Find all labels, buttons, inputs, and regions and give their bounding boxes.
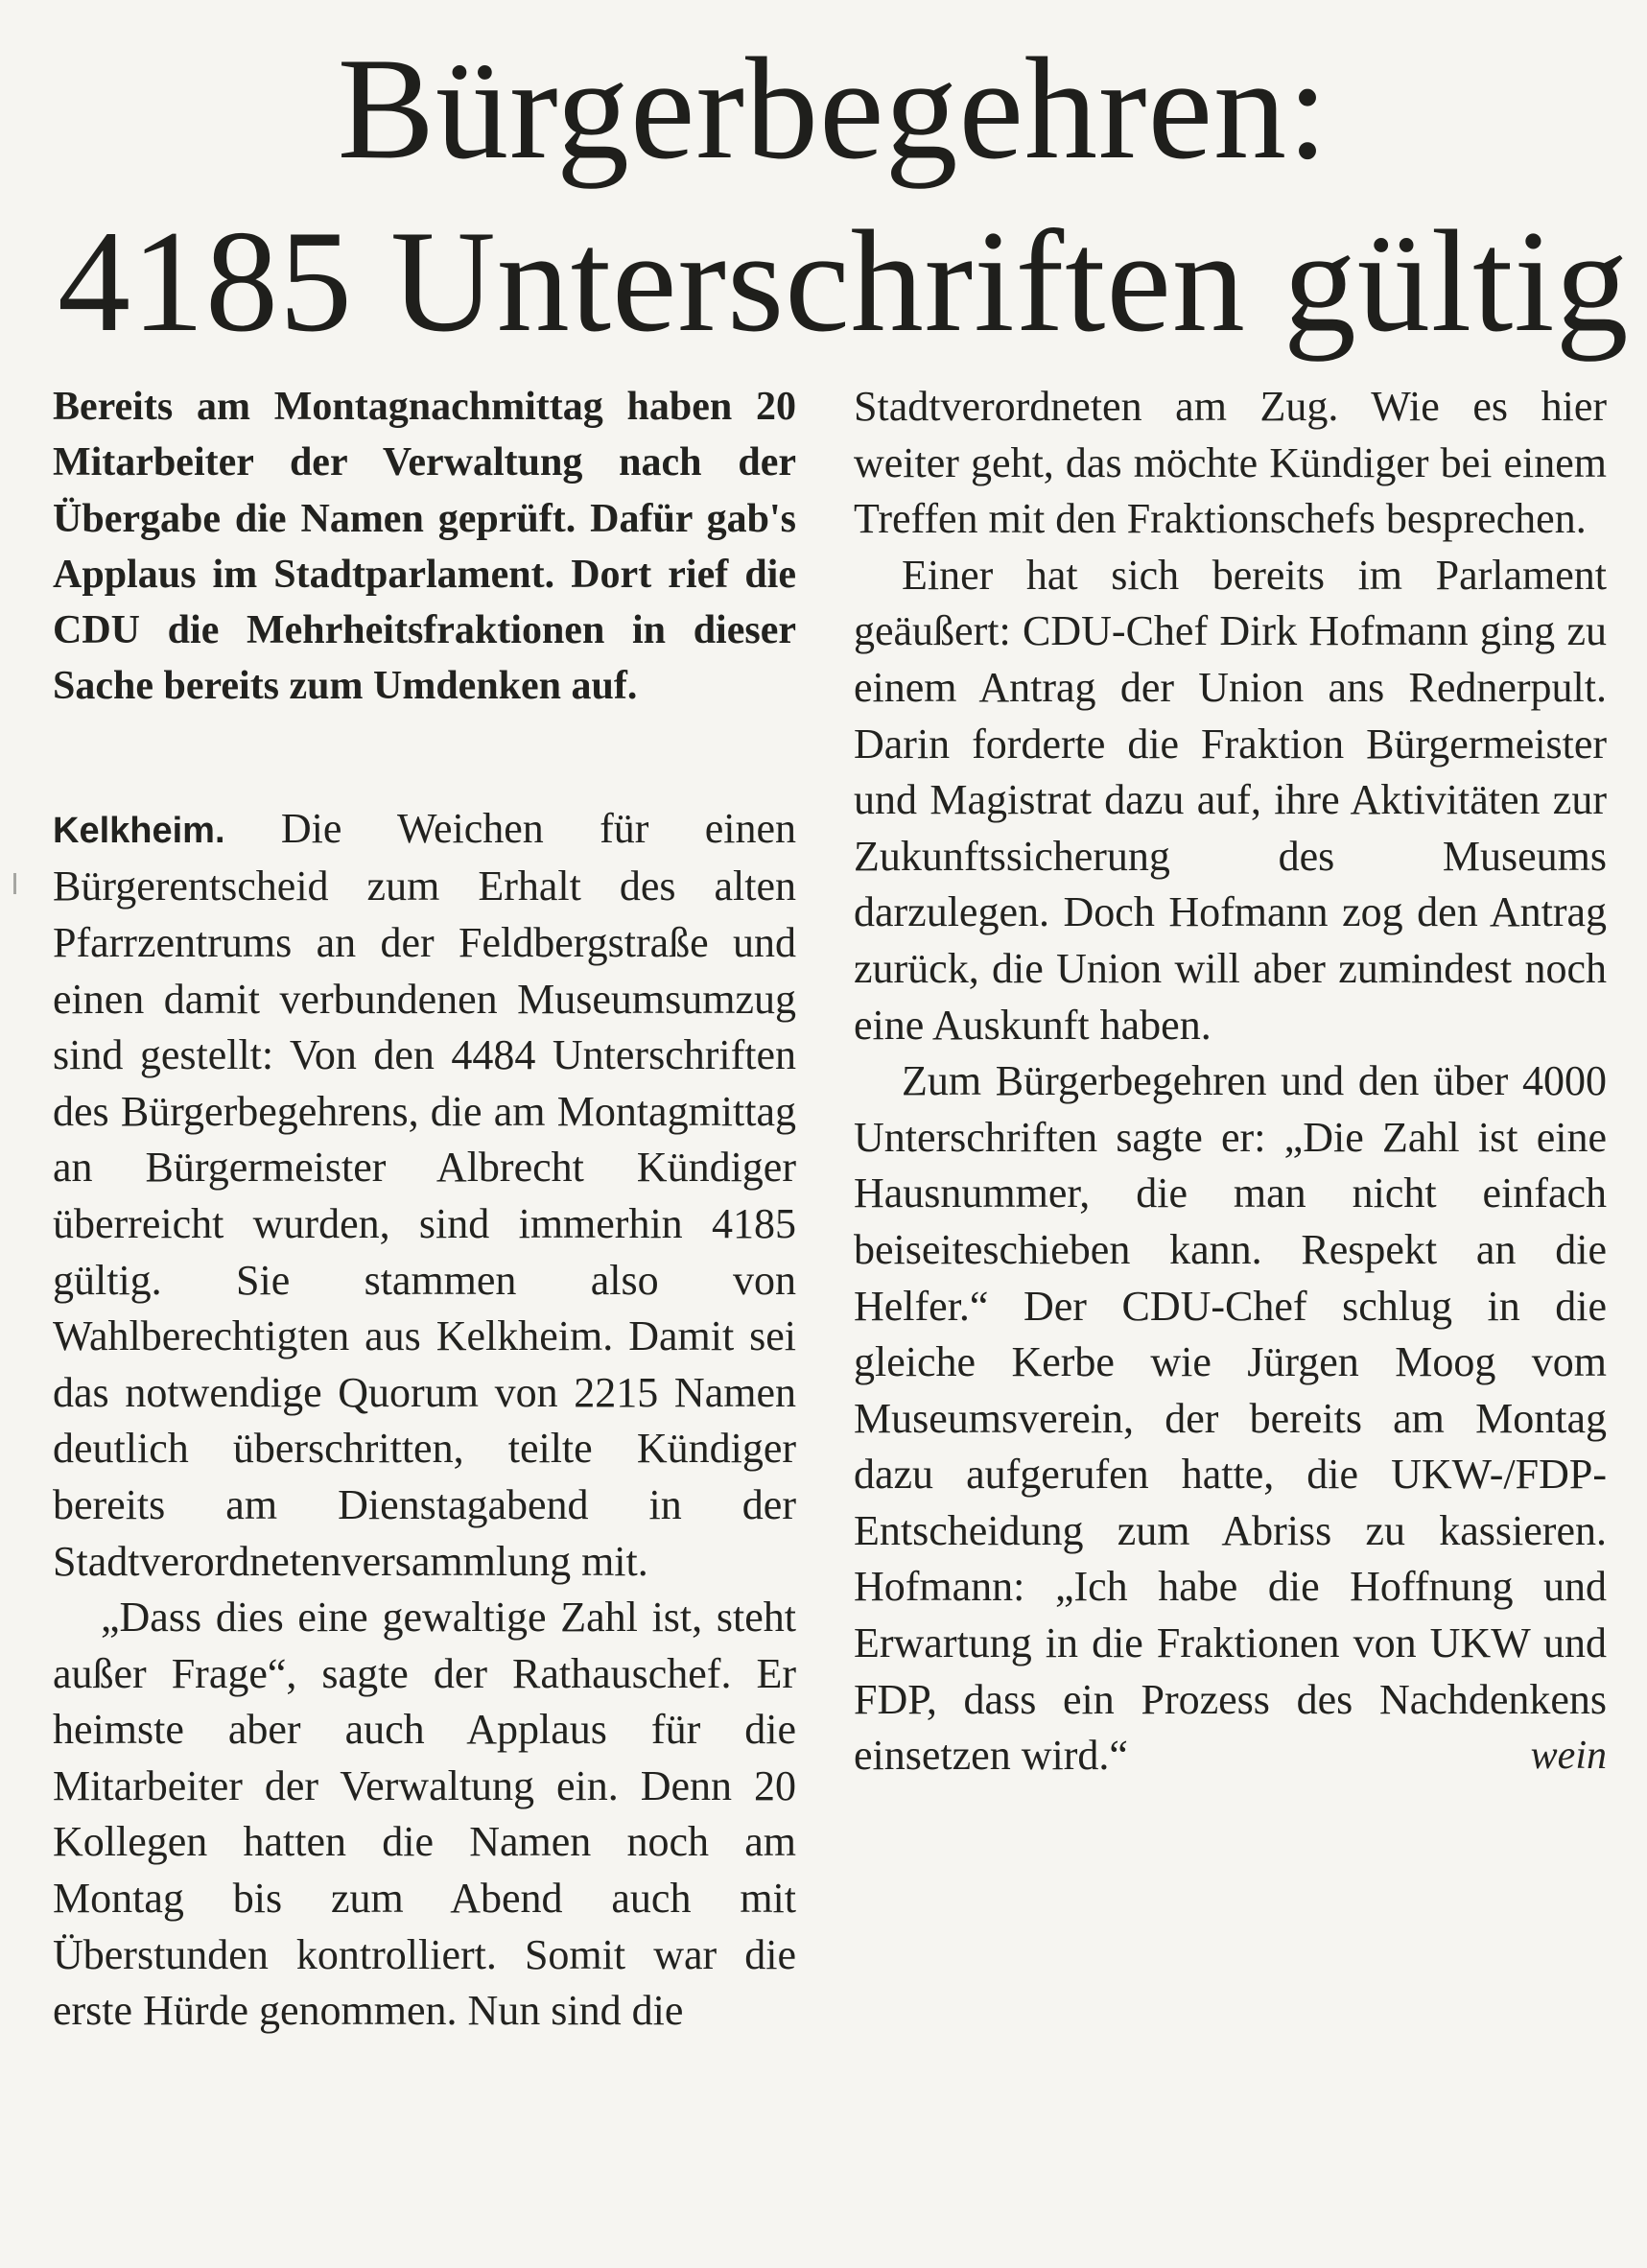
scan-speck: [13, 873, 16, 894]
headline-line-2: 4185 Unterschriften gültig: [58, 201, 1630, 362]
paragraph-4-text: Zum Bürgerbegehren und den über 4000 Unterschriften sagte er: „Die Zahl ist eine Hausnummer, die man nicht einfach beiseiteschieben kann. Respekt an die Helfer.“ Der CDU-Chef schlug in die gleiche Kerbe wie Jürgen Moog vom Museumsverein, der bereits am Montag dazu aufgerufen hatte, die UKW-/FDP-Entscheidung zum Abriss zu kassieren. Hofmann: „Ich habe die Hoffnung und Erwartung in die Fraktionen von UKW und FDP, dass ein Prozess des Nachdenkens einsetzen wird.“: [854, 1057, 1607, 1780]
dateline: Kelkheim.: [53, 810, 225, 851]
right-column: [854, 379, 1607, 1784]
headline-line-1: Bürgerbegehren:: [337, 28, 1329, 189]
body-paragraph-2: „Dass dies eine gewaltige Zahl ist, steht außer Frage“, sagte der Rathauschef. Er heimste aber auch Applaus für die Mitarbeiter der Verwaltung ein. Denn 20 Kollegen hatten die Namen noch am Montag bis zum Abend auch mit Überstunden kontrolliert. Somit war die erste Hürde genommen. Nun sind die: [53, 1594, 796, 2035]
body-paragraph-3: Einer hat sich bereits im Parlament geäußert: CDU-Chef Dirk Hofmann ging zu einem Antrag der Union ans Rednerpult. Darin forderte die Fraktion Bürgermeister und Magistrat dazu auf, ihre Aktivitäten zur Zukunftssicherung des Museums darzulegen. Doch Hofmann zog den Antrag zurück, die Union will aber zumindest noch eine Auskunft haben.: [854, 551, 1607, 1049]
paragraph-1-text: Die Weichen für einen Bürgerentscheid zum Erhalt des alten Pfarrzentrums an der Feldbergstraße und einen damit verbundenen Museumsumzug sind gestellt: Von den 4484 Unterschriften des Bürgerbegehrens, die am Montagmittag an Bürgermeister Albrecht Kündiger überreicht wurden, sind immerhin 4185 gültig. Sie stammen also von Wahlberechtigten aus Kelkheim. Damit sei das notwendige Quorum von 2215 Namen deutlich überschritten, teilte Kündiger bereits am Dienstagabend in der Stadtverordnetenversammlung mit.: [53, 804, 797, 1585]
left-column: [53, 379, 796, 2040]
lead-paragraph: Bereits am Montagnachmittag haben 20 Mitarbeiter der Verwaltung nach der Übergabe die Namen geprüft. Dafür gab's Applaus im Stadtparlament. Dort rief die CDU die Mehrheitsfraktionen in dieser Sache bereits zum Umdenken auf.: [53, 385, 796, 709]
body-paragraph-2-continued: Stadtverordneten am Zug. Wie es hier weiter geht, das möchte Kündiger bei einem Treffen mit den Fraktionschefs besprechen.: [854, 383, 1607, 543]
body-paragraph-1: [53, 801, 796, 1590]
author-signature: wein: [1530, 1734, 1607, 1779]
body-paragraph-4: [854, 1053, 1607, 1784]
